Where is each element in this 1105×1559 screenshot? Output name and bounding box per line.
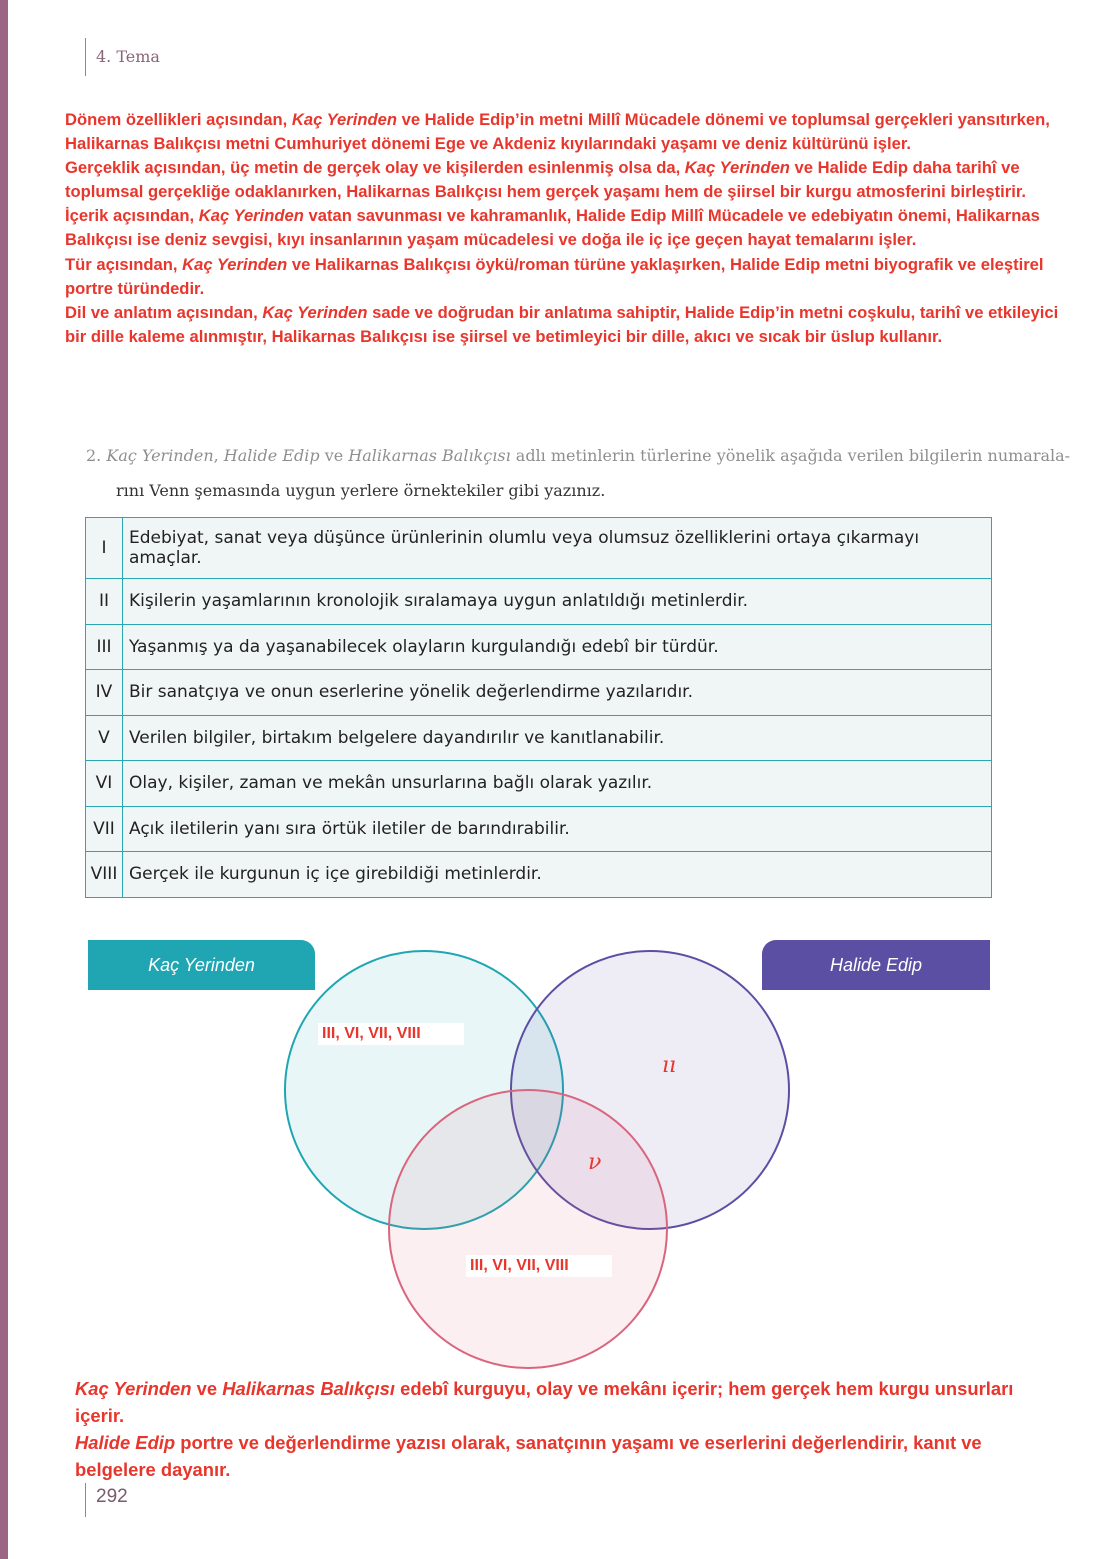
venn-diagram [85, 935, 1005, 1375]
row-number: I [86, 518, 123, 579]
row-number: III [86, 624, 123, 670]
row-number: II [86, 579, 123, 625]
answer-reality: Gerçeklik açısından, üç metin de gerçek olay ve kişilerden esinlenmiş olsa da, Kaç Yerinden ve Halide Edip daha tarihî ve toplumsal gerçekliğe odaklanırken, Halikarnas Balıkçısı hem gerçek yaşamı hem de şiirsel bir kurgu atmosferini birleştirir. [65, 158, 1026, 202]
table-row [86, 715, 992, 761]
handwritten-mark-halide: ıı [662, 1053, 677, 1078]
page-number: 292 [96, 1486, 128, 1507]
row-text: Olay, kişiler, zaman ve mekân unsurlarına bağlı olarak yazılır. [123, 761, 992, 807]
venn-circle-halikarnas [389, 1090, 667, 1368]
table-row [86, 761, 992, 807]
table-row [86, 579, 992, 625]
question-line-1: 2. Kaç Yerinden, Halide Edip ve Halikarnas Balıkçısı adlı metinlerin türlerine yönelik aşağıda verilen bilgilerin numarala- [86, 446, 1071, 465]
row-text: Gerçek ile kurgunun iç içe girebildiği metinlerdir. [123, 852, 992, 898]
row-text: Bir sanatçıya ve onun eserlerine yönelik değerlendirme yazılarıdır. [123, 670, 992, 716]
venn-answer-halikarnas: III, VI, VII, VIII [466, 1255, 612, 1277]
row-text: Açık iletilerin yanı sıra örtük iletiler de barındırabilir. [123, 806, 992, 852]
footer-divider [85, 1483, 86, 1517]
question-line-2: rını Venn şemasında uygun yerlere örnektekiler gibi yazınız. [116, 481, 606, 500]
row-number: VII [86, 806, 123, 852]
row-number: V [86, 715, 123, 761]
table-row [86, 670, 992, 716]
answer-language: Dil ve anlatım açısından, Kaç Yerinden sade ve doğrudan bir anlatıma sahiptir, Halide Edip’in metni coşkulu, tarihî ve etkileyici bir dille kaleme alınmıştır, Halikarnas Balıkçısı ise şiirsel ve betimleyici bir dille, akıcı ve sıcak bir üslup kullanır. [65, 302, 1059, 346]
venn-label-kac-yerinden: Kaç Yerinden [88, 940, 315, 990]
row-number: VI [86, 761, 123, 807]
bottom-answer [75, 1375, 1065, 1483]
handwritten-mark-center: ν [588, 1150, 602, 1175]
answer-paragraphs [65, 108, 1075, 349]
answer-period: Dönem özellikleri açısından, Kaç Yerinden ve Halide Edip’in metni Millî Mücadele dönemi ve toplumsal gerçekleri yansıtırken, Halikarnas Balıkçısı metni Cumhuriyet dönemi Ege ve Akdeniz kıyılarındaki yaşamı ve deniz kültürünü işler. [65, 110, 1050, 154]
answer-genre: Tür açısından, Kaç Yerinden ve Halikarnas Balıkçısı öykü/roman türüne yaklaşırken, Halide Edip metni biyografik ve eleştirel portre türündedir. [65, 254, 1044, 298]
table-row [86, 852, 992, 898]
page-header-tema: 4. Tema [96, 47, 160, 66]
table-row [86, 518, 992, 579]
table-row [86, 806, 992, 852]
bottom-answer-line-1: Kaç Yerinden ve Halikarnas Balıkçısı edebî kurguyu, olay ve mekânı içerir; hem gerçek hem kurgu unsurları içerir. [75, 1378, 1014, 1426]
header-divider [85, 38, 86, 76]
row-text: Yaşanmış ya da yaşanabilecek olayların kurgulandığı edebî bir türdür. [123, 624, 992, 670]
row-number: VIII [86, 852, 123, 898]
table-row [86, 624, 992, 670]
left-margin-stripe [0, 0, 8, 1559]
bottom-answer-line-2: Halide Edip portre ve değerlendirme yazısı olarak, sanatçının yaşamı ve eserlerini değerlendirir, kanıt ve belgelere dayanır. [75, 1432, 982, 1480]
question-number: 2. [86, 446, 102, 465]
info-table [85, 517, 992, 898]
answer-content: İçerik açısından, Kaç Yerinden vatan savunması ve kahramanlık, Halide Edip Millî Mücadele ve edebiyatın önemi, Halikarnas Balıkçısı ise deniz sevgisi, kıyı insanlarının yaşam mücadelesi ve doğa ile iç içe geçen hayat temalarını işler. [65, 206, 1040, 250]
venn-answer-kac-yerinden: III, VI, VII, VIII [318, 1023, 464, 1045]
venn-label-halide-edip: Halide Edip [762, 940, 990, 990]
row-number: IV [86, 670, 123, 716]
row-text: Kişilerin yaşamlarının kronolojik sıralamaya uygun anlatıldığı metinlerdir. [123, 579, 992, 625]
row-text: Verilen bilgiler, birtakım belgelere dayandırılır ve kanıtlanabilir. [123, 715, 992, 761]
row-text: Edebiyat, sanat veya düşünce ürünlerinin olumlu veya olumsuz özelliklerini ortaya çıkarmayı amaçlar. [123, 518, 992, 579]
